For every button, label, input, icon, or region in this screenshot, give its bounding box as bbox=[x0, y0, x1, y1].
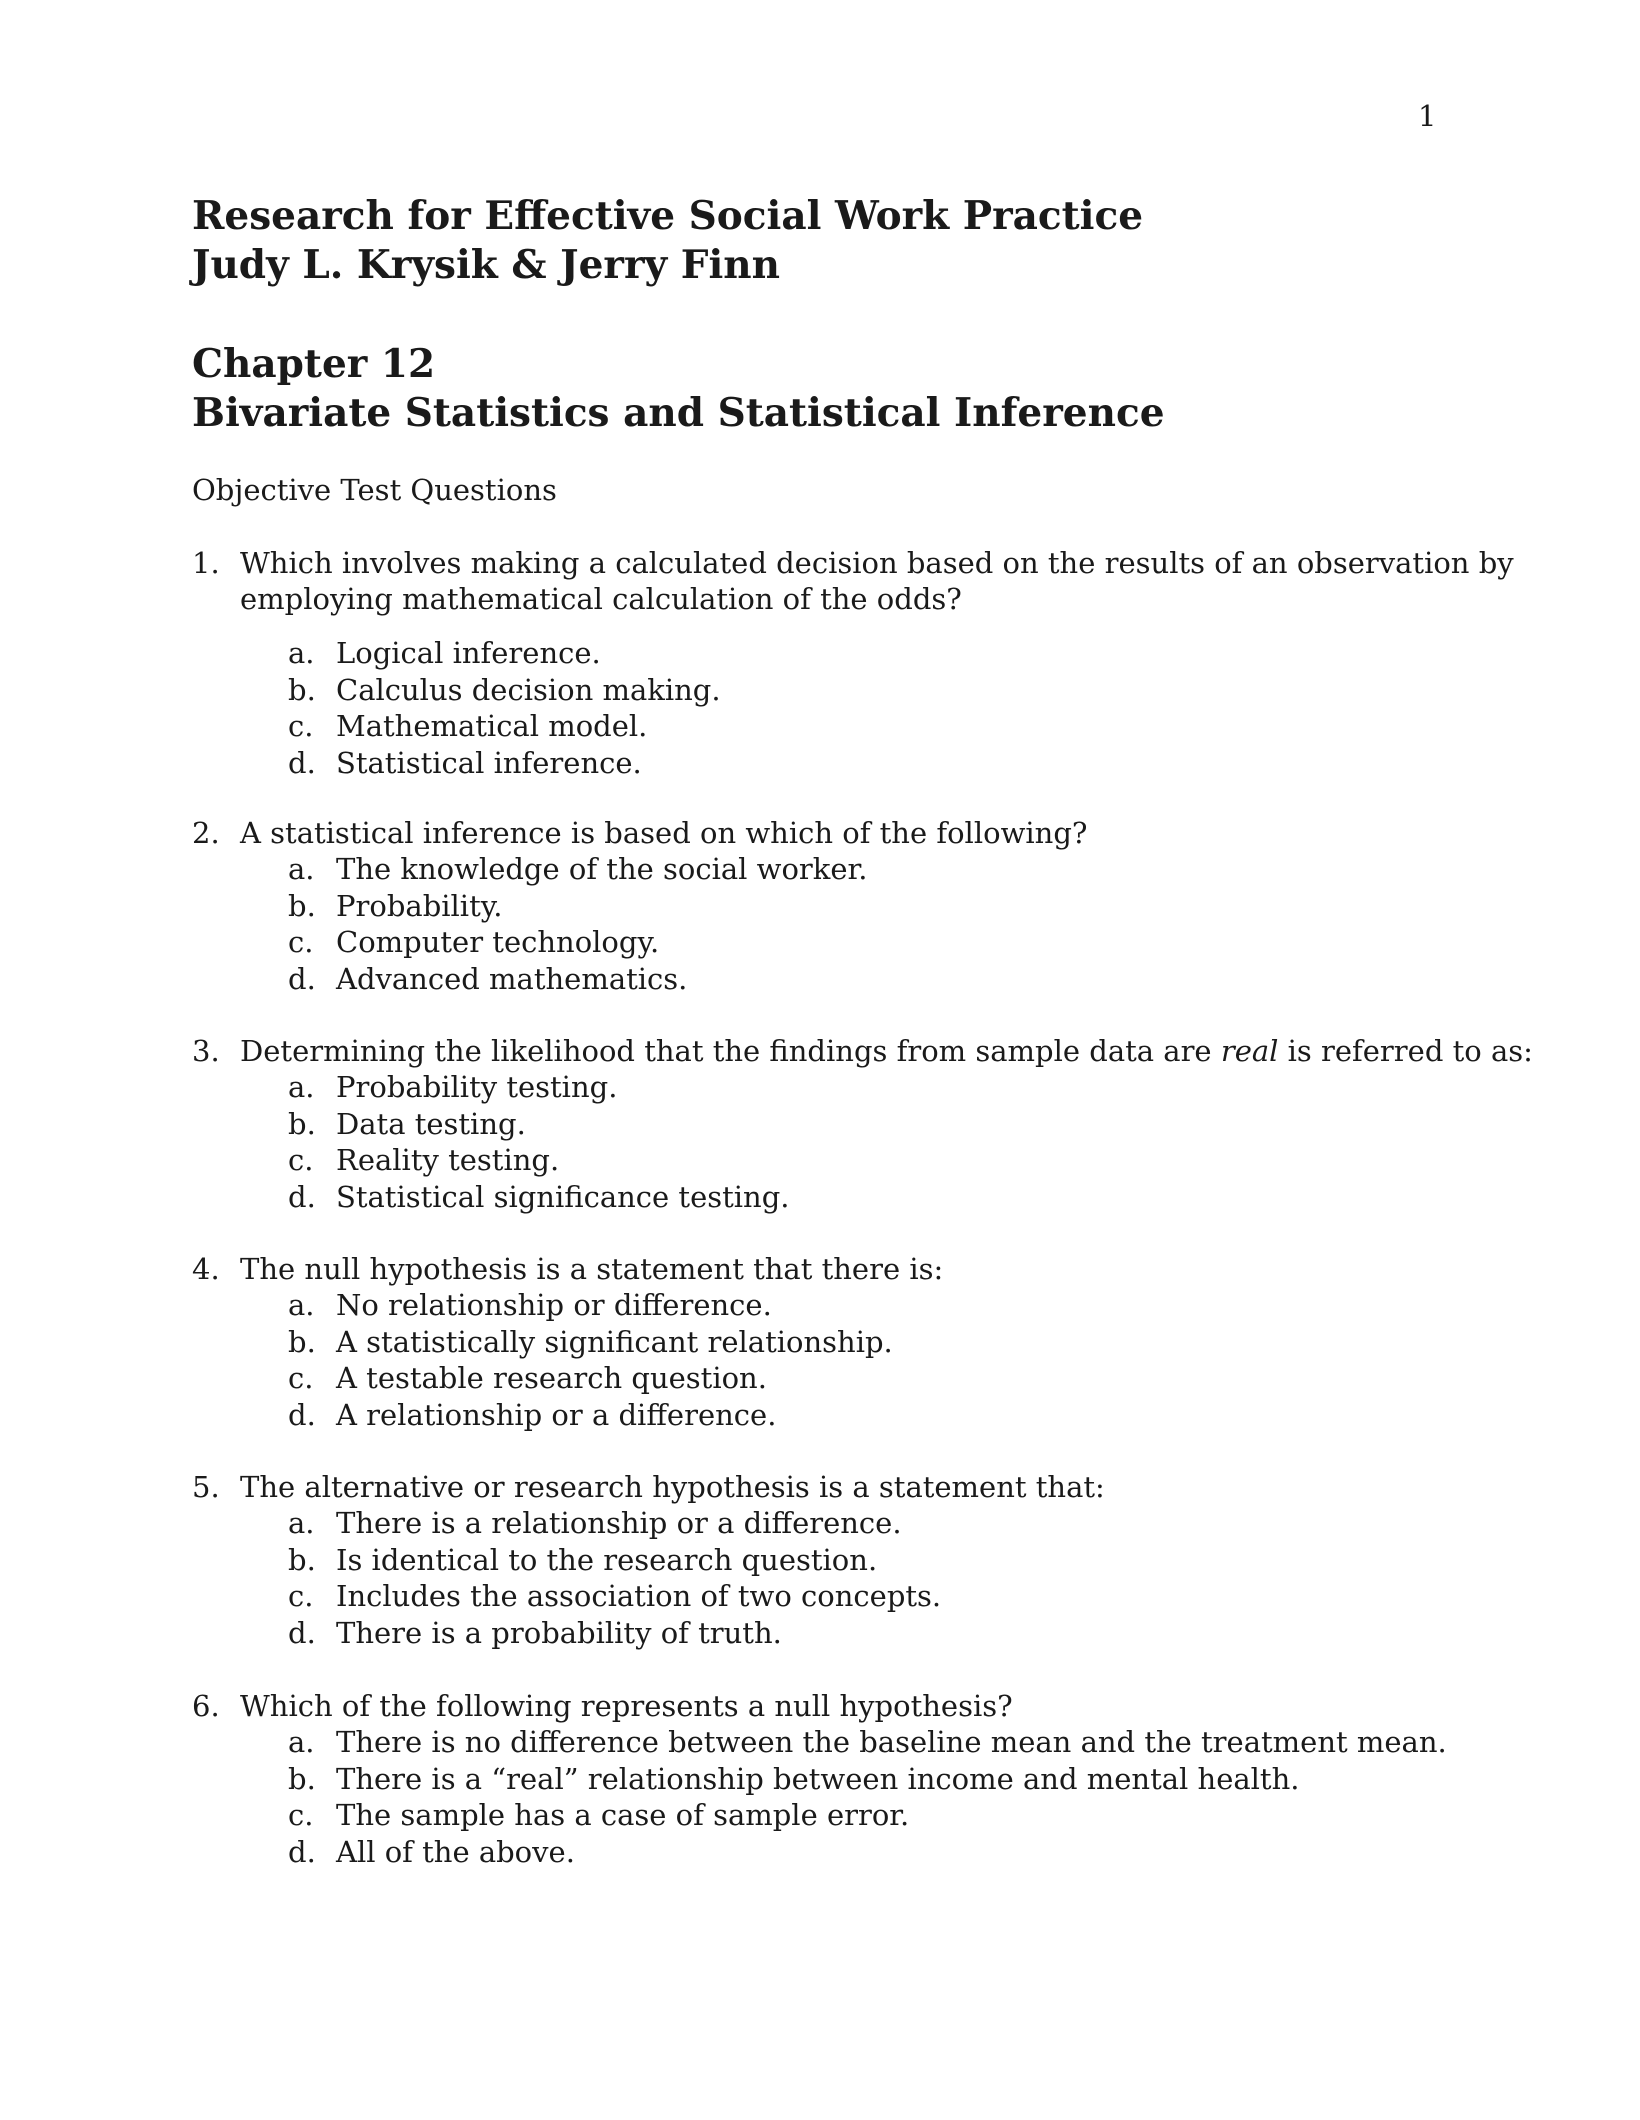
question-1 bbox=[192, 545, 1514, 781]
question-5 bbox=[192, 1469, 1105, 1651]
option-letter: a. bbox=[288, 1725, 315, 1759]
question-number: 6. bbox=[192, 1689, 220, 1723]
option-letter: c. bbox=[288, 1579, 314, 1613]
option-letter: c. bbox=[288, 1361, 314, 1395]
option-letter: b. bbox=[288, 1106, 316, 1141]
question-3 bbox=[192, 1033, 1533, 1215]
option-b bbox=[288, 1106, 1533, 1143]
option-d bbox=[288, 1615, 1105, 1652]
chapter-heading bbox=[192, 340, 1165, 438]
page-number: 1 bbox=[1418, 99, 1437, 133]
option-d bbox=[288, 1179, 1533, 1216]
option-letter: a. bbox=[288, 636, 315, 670]
question-2 bbox=[192, 815, 1087, 997]
option-text: Probability testing. bbox=[336, 1070, 618, 1104]
option-text: Computer technology. bbox=[336, 925, 660, 959]
option-text: Advanced mathematics. bbox=[336, 961, 688, 996]
option-d bbox=[288, 1397, 943, 1434]
question-text: The alternative or research hypothesis is a statement that: bbox=[240, 1470, 1105, 1504]
option-text: Data testing. bbox=[336, 1106, 526, 1141]
option-text: There is a probability of truth. bbox=[336, 1615, 782, 1650]
option-letter: d. bbox=[288, 961, 316, 996]
option-letter: b. bbox=[288, 1324, 316, 1359]
option-a bbox=[288, 1069, 1533, 1106]
option-text: The knowledge of the social worker. bbox=[336, 852, 868, 886]
option-text: Mathematical model. bbox=[336, 709, 648, 743]
option-list bbox=[192, 635, 1514, 781]
option-text: Probability. bbox=[336, 888, 503, 923]
option-text: A testable research question. bbox=[336, 1361, 767, 1395]
option-text: Statistical inference. bbox=[336, 745, 642, 780]
option-letter: c. bbox=[288, 1143, 314, 1177]
option-text: No relationship or difference. bbox=[336, 1288, 772, 1322]
option-list bbox=[192, 1287, 943, 1433]
question-stem bbox=[192, 1688, 1447, 1724]
option-b bbox=[288, 672, 1514, 709]
question-number: 1. bbox=[192, 546, 220, 580]
option-letter: a. bbox=[288, 1070, 315, 1104]
option-text: Statistical significance testing. bbox=[336, 1179, 790, 1214]
option-letter: c. bbox=[288, 925, 314, 959]
book-heading bbox=[192, 192, 1143, 290]
option-letter: c. bbox=[288, 709, 314, 743]
option-list bbox=[192, 1069, 1533, 1215]
question-number: 2. bbox=[192, 816, 220, 850]
option-letter: b. bbox=[288, 888, 316, 923]
option-list bbox=[192, 1505, 1105, 1651]
option-c bbox=[288, 1142, 1533, 1179]
option-c bbox=[288, 924, 1087, 961]
question-text-start: Determining the likelihood that the findings from sample data are bbox=[240, 1034, 1221, 1068]
option-letter: a. bbox=[288, 852, 315, 886]
book-authors: Judy L. Krysik & Jerry Finn bbox=[192, 242, 780, 288]
question-6 bbox=[192, 1688, 1447, 1870]
option-c bbox=[288, 1360, 943, 1397]
option-letter: d. bbox=[288, 1397, 316, 1432]
option-letter: a. bbox=[288, 1506, 315, 1540]
question-text-end: is referred to as: bbox=[1278, 1034, 1533, 1068]
option-text: There is no difference between the baseline mean and the treatment mean. bbox=[336, 1725, 1447, 1759]
chapter-label: Chapter 12 bbox=[192, 341, 436, 387]
option-b bbox=[288, 1761, 1447, 1798]
option-b bbox=[288, 1324, 943, 1361]
option-b bbox=[288, 1542, 1105, 1579]
option-list bbox=[192, 851, 1087, 997]
option-text: Is identical to the research question. bbox=[336, 1542, 878, 1577]
option-text: A relationship or a difference. bbox=[336, 1397, 777, 1432]
question-stem bbox=[192, 1033, 1533, 1069]
option-text: The sample has a case of sample error. bbox=[336, 1798, 910, 1832]
question-stem bbox=[192, 1251, 943, 1287]
option-c bbox=[288, 708, 1514, 745]
option-text: There is a “real” relationship between income and mental health. bbox=[336, 1761, 1300, 1796]
question-number: 5. bbox=[192, 1470, 220, 1504]
question-number: 4. bbox=[192, 1252, 220, 1286]
option-text: Includes the association of two concepts. bbox=[336, 1579, 942, 1613]
option-a bbox=[288, 1287, 943, 1324]
option-letter: d. bbox=[288, 1834, 316, 1869]
option-d bbox=[288, 961, 1087, 998]
section-title: Objective Test Questions bbox=[192, 473, 557, 507]
option-letter: b. bbox=[288, 1761, 316, 1796]
option-letter: d. bbox=[288, 745, 316, 780]
option-text: A statistically significant relationship. bbox=[336, 1324, 893, 1359]
chapter-title: Bivariate Statistics and Statistical Inference bbox=[192, 390, 1165, 436]
option-a bbox=[288, 1505, 1105, 1542]
option-letter: a. bbox=[288, 1288, 315, 1322]
question-text: Which of the following represents a null hypothesis? bbox=[240, 1689, 1013, 1723]
option-text: Calculus decision making. bbox=[336, 672, 721, 707]
option-text: All of the above. bbox=[336, 1834, 575, 1869]
option-letter: b. bbox=[288, 672, 316, 707]
question-text: The null hypothesis is a statement that there is: bbox=[240, 1252, 944, 1286]
option-letter: c. bbox=[288, 1798, 314, 1832]
question-text-emphasis: real bbox=[1220, 1034, 1279, 1068]
option-c bbox=[288, 1797, 1447, 1834]
option-list bbox=[192, 1724, 1447, 1870]
question-text-line: Which involves making a calculated decision based on the results of an observation by bbox=[240, 546, 1514, 580]
option-d bbox=[288, 745, 1514, 782]
question-text-line: employing mathematical calculation of the odds? bbox=[240, 582, 962, 616]
option-b bbox=[288, 888, 1087, 925]
question-text: A statistical inference is based on which of the following? bbox=[240, 816, 1088, 850]
option-text: There is a relationship or a difference. bbox=[336, 1506, 902, 1540]
book-title: Research for Effective Social Work Practice bbox=[192, 193, 1144, 239]
question-text bbox=[240, 545, 1514, 617]
option-a bbox=[288, 1724, 1447, 1761]
option-letter: d. bbox=[288, 1615, 316, 1650]
option-letter: b. bbox=[288, 1542, 316, 1577]
question-stem bbox=[192, 815, 1087, 851]
question-stem bbox=[192, 545, 1514, 617]
option-letter: d. bbox=[288, 1179, 316, 1214]
question-4 bbox=[192, 1251, 943, 1433]
question-text bbox=[240, 1033, 1533, 1069]
option-text: Logical inference. bbox=[336, 636, 601, 670]
option-text: Reality testing. bbox=[336, 1143, 560, 1177]
option-c bbox=[288, 1578, 1105, 1615]
option-a bbox=[288, 851, 1087, 888]
question-stem bbox=[192, 1469, 1105, 1505]
question-number: 3. bbox=[192, 1034, 220, 1068]
option-d bbox=[288, 1834, 1447, 1871]
option-a bbox=[288, 635, 1514, 672]
